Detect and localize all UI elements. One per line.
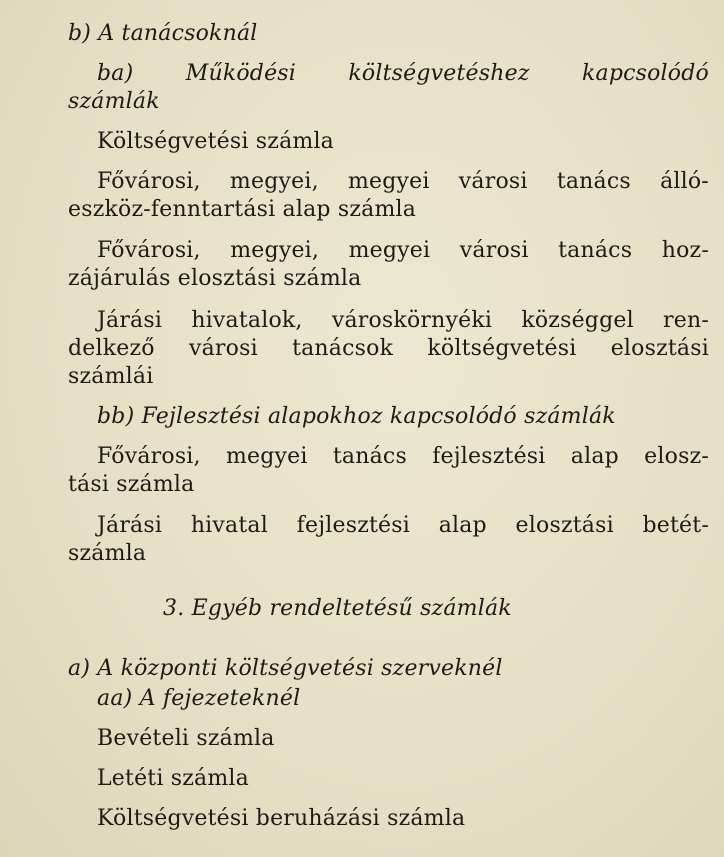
word: ba) [97, 61, 134, 86]
word: Fővárosi, [97, 238, 201, 263]
section-3a-heading: a) A központi költségvetési szerveknél [68, 656, 503, 681]
account-item-line2: zájárulás elosztási számla [68, 266, 362, 291]
word: városi [459, 238, 529, 263]
word: tanács [558, 238, 633, 263]
word: elosztási [515, 513, 614, 538]
word: városkörnyéki [331, 308, 493, 333]
word: megyei, [229, 169, 319, 194]
word: fejlesztési [432, 444, 546, 469]
word: tanács [332, 444, 407, 469]
word: Működési [185, 61, 297, 86]
word: megyei [348, 238, 431, 263]
word: tanács [556, 169, 631, 194]
account-item: Letéti számla [97, 766, 249, 791]
account-item-line2: számla [68, 541, 147, 566]
word: hivatalok, [191, 308, 303, 333]
account-item-line2: eszköz-fenntartási alap számla [68, 197, 417, 222]
account-item: Bevételi számla [97, 726, 275, 751]
word: alap [570, 444, 619, 469]
aa-heading: aa) A fejezeteknél [97, 686, 301, 711]
account-item-line1 [97, 307, 709, 335]
word: városi [458, 169, 528, 194]
word: Fővárosi, [97, 444, 201, 469]
word: elosztási [610, 336, 709, 361]
word: Járási [97, 513, 163, 538]
word: tanácsok [292, 336, 394, 361]
ba-heading-line2: számlák [68, 89, 160, 114]
account-item-line1 [97, 512, 709, 540]
word: költségvetési [427, 336, 577, 361]
account-item-line2: tási számla [68, 472, 195, 497]
section-b-heading: b) A tanácsoknál [68, 21, 258, 46]
word: városi [188, 336, 258, 361]
word: hoz- [661, 238, 709, 263]
account-item-line1 [97, 443, 709, 471]
word: delkező [68, 336, 155, 361]
word: megyei [225, 444, 308, 469]
word: megyei [347, 169, 430, 194]
word: fejlesztési [296, 513, 410, 538]
word: kapcsolódó [581, 61, 709, 86]
word: hivatal [190, 513, 268, 538]
word: Járási [97, 308, 163, 333]
account-item-line2 [68, 335, 709, 363]
account-item: Költségvetési számla [97, 129, 334, 154]
section-3-heading: 3. Egyéb rendeltetésű számlák [163, 596, 512, 621]
word: elosz- [644, 444, 709, 469]
word: álló- [660, 169, 709, 194]
account-item-line1 [97, 168, 709, 196]
account-item-line1 [97, 237, 709, 265]
word: községgel [521, 308, 634, 333]
ba-heading-line1 [97, 60, 709, 88]
word: megyei, [230, 238, 320, 263]
bb-heading: bb) Fejlesztési alapokhoz kapcsolódó számlák [97, 404, 616, 429]
word: ren- [663, 308, 709, 333]
word: költségvetéshez [348, 61, 530, 86]
word: Fővárosi, [97, 169, 201, 194]
word: betét- [642, 513, 709, 538]
word: alap [438, 513, 487, 538]
account-item: Költségvetési beruházási számla [97, 806, 466, 831]
account-item-line3: számlái [68, 364, 154, 389]
